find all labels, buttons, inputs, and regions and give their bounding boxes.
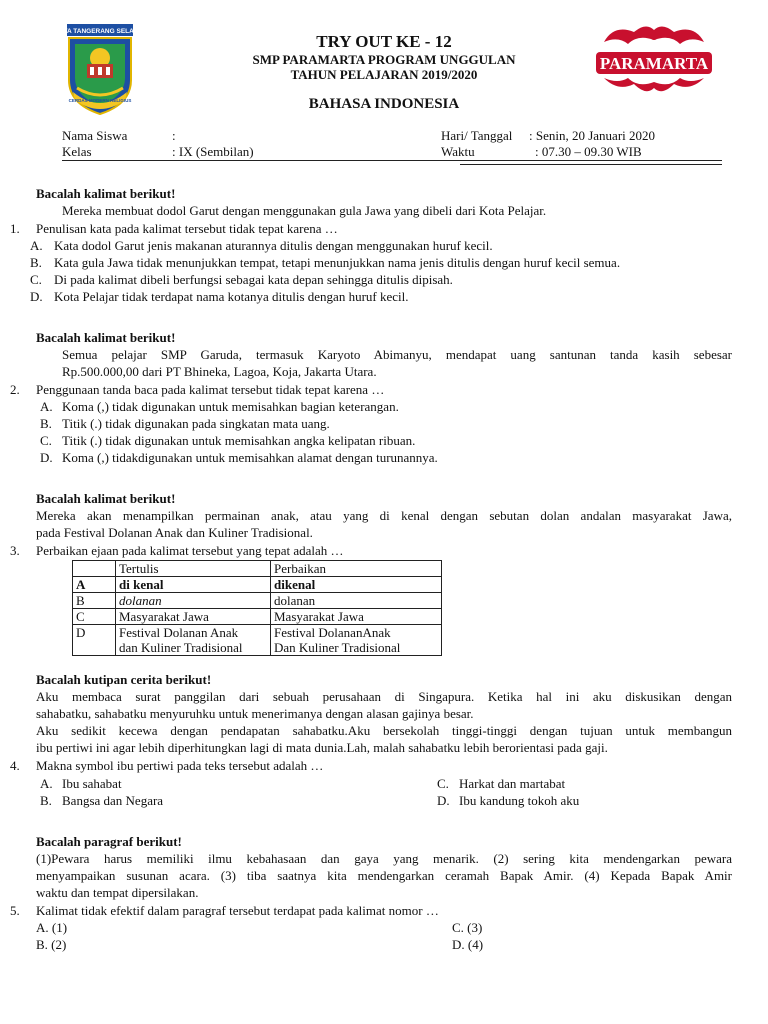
q2-text-line1: Semua pelajar SMP Garuda, termasuk Karyoto Abimanyu, mendapat uang santunan tanda kasih sebesar — [62, 347, 732, 362]
q3-question: Perbaikan ejaan pada kalimat tersebut yang tepat adalah … — [36, 543, 344, 558]
q3-text-line2: pada Festival Dolanan Anak dan Kuliner Tradisional. — [36, 525, 313, 540]
subject-title: BAHASA INDONESIA — [308, 96, 460, 112]
q1-intro: Bacalah kalimat berikut! — [36, 186, 176, 201]
q5-line3: waktu dan tempat dipersilakan. — [36, 885, 199, 900]
q2-question: Penggunaan tanda baca pada kalimat tersebut tidak tepat karena … — [36, 382, 385, 397]
spelling-correction-table — [72, 560, 442, 656]
row-written — [116, 625, 271, 656]
q1-question: Penulisan kata pada kalimat tersebut tidak tepat karena … — [36, 221, 338, 236]
class-value: : IX (Sembilan) — [172, 144, 254, 159]
table-header-row — [73, 561, 442, 577]
q4-option-b-letter: B. — [40, 793, 52, 808]
q4-intro: Bacalah kutipan cerita berikut! — [36, 672, 212, 687]
day-value: : Senin, 20 Januari 2020 — [529, 128, 656, 143]
row-fixed: dolanan — [271, 593, 442, 609]
q3-number: 3. — [10, 543, 20, 558]
q1-option-a: Kata dodol Garut jenis makanan aturannya ditulis dengan menggunakan huruf kecil. — [54, 238, 493, 253]
q1-text: Mereka membuat dodol Garut dengan menggunakan gula Jawa yang dibeli dari Kota Pelajar. — [62, 203, 547, 218]
q4-p2-line2: ibu pertiwi ini agar lebih diperhitungkan lagi di mata dunia.Lah, malah sahabatku lebih berorientasi pada gaji. — [36, 740, 608, 755]
exam-title: TRY OUT KE - 12 — [316, 32, 452, 51]
q4-option-a-letter: A. — [40, 776, 53, 791]
table-row — [73, 625, 442, 656]
q4-p1-line2: sahabatku, sahabatku menyuruhku untuk menerimanya dengan alasan gajinya besar. — [36, 706, 474, 721]
q1-option-c-letter: C. — [30, 272, 42, 287]
row-fixed: Masyarakat Jawa — [271, 609, 442, 625]
q4-p2-line1: Aku sedikit kecewa dengan pendapatan sahabatku.Aku bersekolah tinggi-tinggi dengan tujuan untuk membangun — [36, 723, 732, 738]
q4-number: 4. — [10, 758, 20, 773]
row-written-line1: Festival Dolanan Anak — [119, 625, 239, 640]
table-row — [73, 609, 442, 625]
row-fixed-line2: Dan Kuliner Tradisional — [274, 640, 401, 655]
logo-left-bottom-text: CERDAS MODERN RELIGIUS — [68, 98, 132, 103]
q2-text-line2: Rp.500.000,00 dari PT Bhineka, Lagoa, Koja, Jakarta Utara. — [62, 364, 377, 379]
q3-text-line1: Mereka akan menampilkan permainan anak, atau yang di kenal dengan sebutan dolan andalan masyarakat Jawa, — [36, 508, 732, 523]
q5-option-b: B. (2) — [36, 937, 67, 952]
table-header-fixed: Perbaikan — [271, 561, 442, 577]
q4-option-c: Harkat dan martabat — [459, 776, 566, 791]
name-colon: : — [172, 128, 176, 143]
q4-question: Makna symbol ibu pertiwi pada teks tersebut adalah … — [36, 758, 324, 773]
q4-option-c-letter: C. — [437, 776, 449, 791]
row-letter: A — [73, 577, 116, 593]
q4-option-b: Bangsa dan Negara — [62, 793, 164, 808]
q5-line1: (1)Pewara harus memiliki ilmu kebahasaan dan gaya yang menarik. (2) sering kita mendengarkan pewara — [36, 851, 732, 866]
header-divider-short — [460, 164, 722, 165]
row-written-line2: dan Kuliner Tradisional — [119, 640, 243, 655]
q5-option-c: C. (3) — [452, 920, 483, 935]
q4-option-d: Ibu kandung tokoh aku — [459, 793, 580, 808]
table-row — [73, 593, 442, 609]
q1-option-d: Kota Pelajar tidak terdapat nama kotanya ditulis dengan huruf kecil. — [54, 289, 409, 304]
time-value: : 07.30 – 09.30 WIB — [535, 144, 642, 159]
q1-option-b: Kata gula Jawa tidak menunjukkan tempat, tetapi menunjukkan nama jenis ditulis dengan huruf kecil semua. — [54, 255, 621, 270]
q1-option-d-letter: D. — [30, 289, 43, 304]
q5-option-a: A. (1) — [36, 920, 68, 935]
q5-line2: menyampaikan susunan acara. (3) tiba saatnya kita mendengarkan ceramah Bapak Amir. (4) Kepada Bapak Amir — [36, 868, 732, 883]
row-written: di kenal — [116, 577, 271, 593]
logo-right-text: PARAMARTA — [599, 54, 709, 73]
q3-intro: Bacalah kalimat berikut! — [36, 491, 176, 506]
row-fixed — [271, 625, 442, 656]
q2-option-b: Titik (.) tidak digunakan pada singkatan mata uang. — [62, 416, 330, 431]
row-fixed: dikenal — [271, 577, 442, 593]
day-label: Hari/ Tanggal — [441, 128, 513, 143]
name-label: Nama Siswa — [62, 128, 128, 143]
row-letter: B — [73, 593, 116, 609]
table-header-written: Tertulis — [116, 561, 271, 577]
q5-intro: Bacalah paragraf berikut! — [36, 834, 182, 849]
logo-left-top-text: KOTA TANGERANG SELATAN — [53, 28, 147, 35]
q2-option-c: Titik (.) tidak digunakan untuk memisahkan angka kelipatan ribuan. — [62, 433, 416, 448]
student-identity — [62, 128, 722, 160]
q2-option-a-letter: A. — [40, 399, 53, 414]
q4-option-d-letter: D. — [437, 793, 450, 808]
q4-option-a: Ibu sahabat — [62, 776, 122, 791]
table-row — [73, 577, 442, 593]
q5-option-d: D. (4) — [452, 937, 484, 952]
paramarta-logo — [594, 22, 714, 98]
row-written: dolanan — [116, 593, 271, 609]
q1-option-b-letter: B. — [30, 255, 42, 270]
q2-option-b-letter: B. — [40, 416, 52, 431]
school-name: SMP PARAMARTA PROGRAM UNGGULAN — [252, 52, 516, 67]
q5-number: 5. — [10, 903, 20, 918]
table-header-empty — [73, 561, 116, 577]
q2-option-d: Koma (,) tidakdigunakan untuk memisahkan alamat dengan turunannya. — [62, 450, 438, 465]
q2-number: 2. — [10, 382, 20, 397]
q1-option-a-letter: A. — [30, 238, 43, 253]
row-written: Masyarakat Jawa — [116, 609, 271, 625]
q2-option-c-letter: C. — [40, 433, 52, 448]
q4-p1-line1: Aku membaca surat panggilan dari sebuah perusahaan di Singapura. Ketika hal ini aku diskusikan dengan — [36, 689, 732, 704]
q2-option-a: Koma (,) tidak digunakan untuk memisahkan bagian keterangan. — [62, 399, 399, 414]
time-label: Waktu — [441, 144, 475, 159]
row-letter: C — [73, 609, 116, 625]
q1-option-c: Di pada kalimat dibeli berfungsi sebagai kata depan sehingga ditulis dipisah. — [54, 272, 453, 287]
header-divider — [62, 160, 722, 161]
q1-number: 1. — [10, 221, 20, 236]
q2-intro: Bacalah kalimat berikut! — [36, 330, 176, 345]
kota-tangerang-selatan-logo — [53, 22, 147, 116]
academic-year: TAHUN PELAJARAN 2019/2020 — [290, 67, 478, 82]
q2-option-d-letter: D. — [40, 450, 53, 465]
q5-question: Kalimat tidak efektif dalam paragraf tersebut terdapat pada kalimat nomor … — [36, 903, 439, 918]
row-letter: D — [73, 625, 116, 656]
row-fixed-line1: Festival DolananAnak — [274, 625, 391, 640]
class-label: Kelas — [62, 144, 92, 159]
